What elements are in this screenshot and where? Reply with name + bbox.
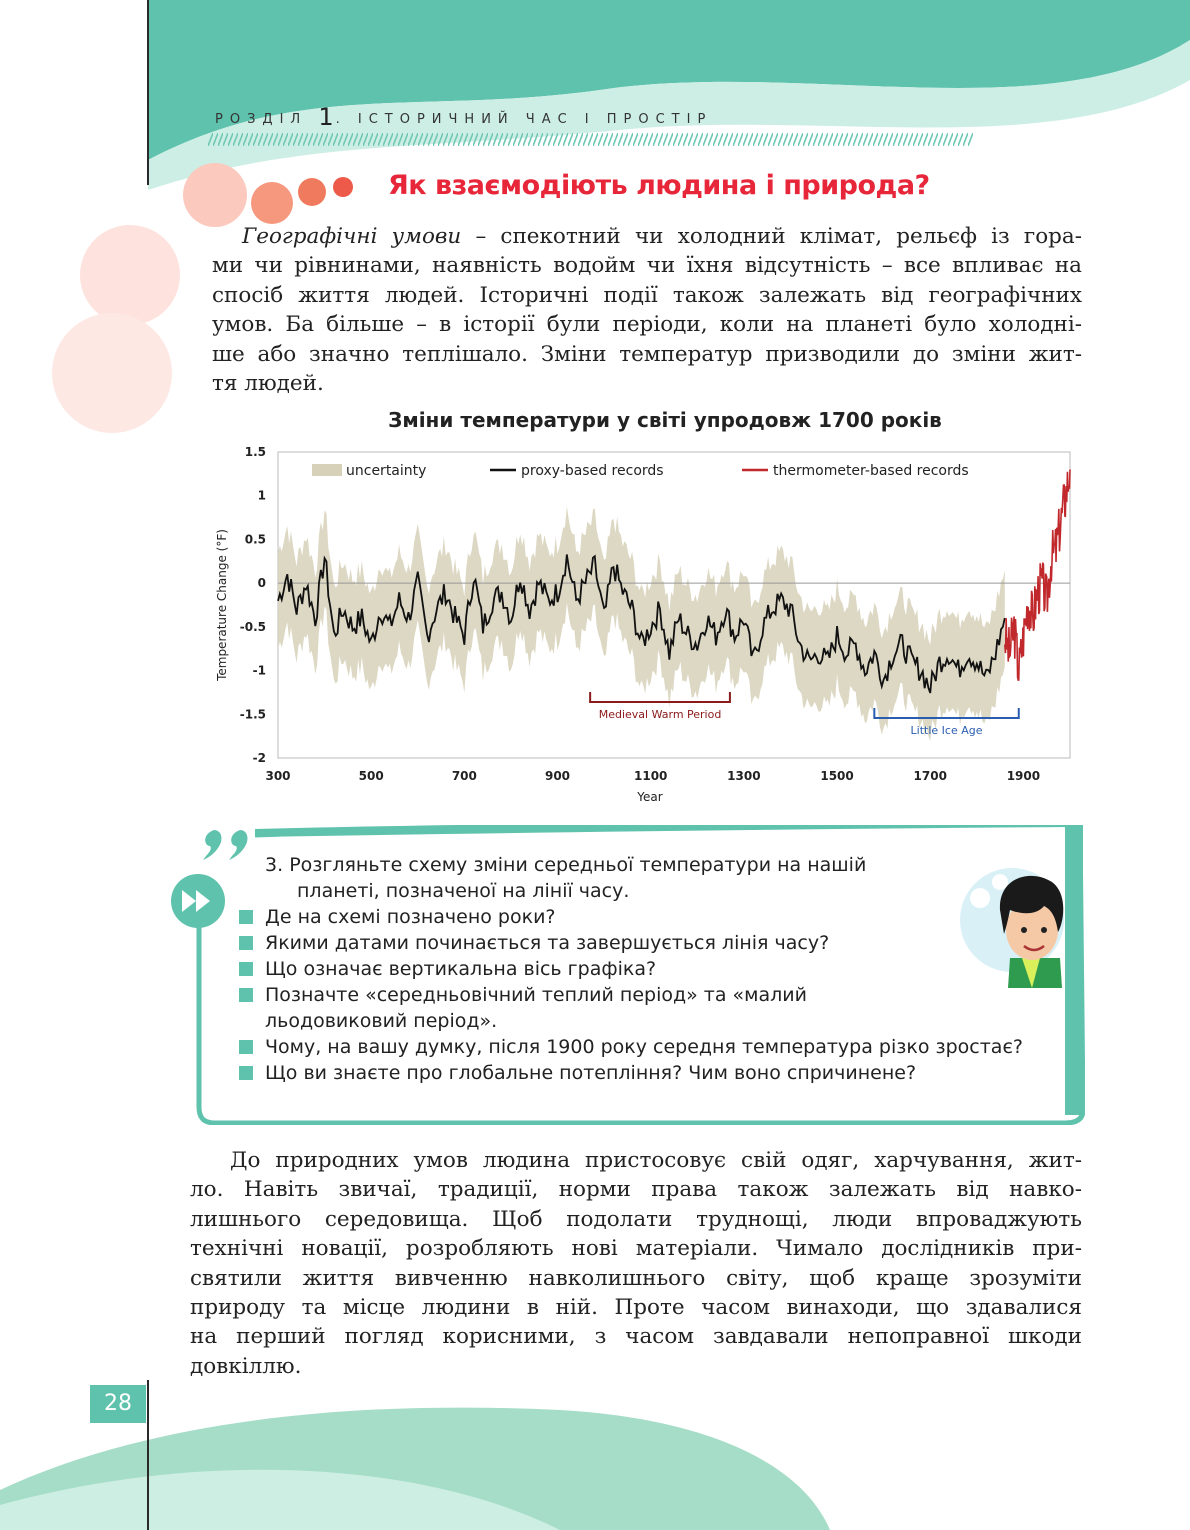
x-tick-label: 900 — [544, 769, 571, 783]
paragraph-adaptation — [190, 1146, 1082, 1381]
header-hatch-line — [208, 133, 973, 146]
top-margin-line — [147, 0, 149, 185]
section-heading: Як взаємодіють людина і природа? — [388, 170, 930, 201]
x-tick-label: 1100 — [634, 769, 668, 783]
y-axis-label: Temperature Change (°F) — [215, 529, 229, 681]
chapter-word: РОЗДІЛ — [215, 112, 308, 127]
para1-line: ми чи рівнинами, наявність водойм чи їхня відсутність – все впливає на — [212, 253, 1082, 279]
y-tick-label: -0.5 — [239, 619, 266, 634]
x-tick-label: 1300 — [727, 769, 761, 783]
task-question-line1: Розгляньте схему зміни середньої температури на нашій — [289, 854, 867, 876]
task-number: 3. — [265, 854, 284, 876]
page-number: 28 — [90, 1385, 146, 1423]
period-label: Medieval Warm Period — [598, 708, 722, 721]
para2-line: на перший погляд корисними, з часом завдавали непоправної шкоди — [190, 1324, 1082, 1350]
para1-line: тя людей. — [212, 371, 324, 397]
y-tick-label: -1.5 — [239, 707, 266, 722]
chart-title: Зміни температури у світі упродовж 1700 років — [388, 408, 942, 432]
forward-arrows-icon — [170, 873, 226, 929]
legend-thermometer: thermometer-based records — [773, 463, 969, 479]
para1-line: ше або значно теплішало. Зміни температур призводили до зміни жит- — [212, 341, 1082, 367]
para1-line: Географічні умови – спекотний чи холодний клімат, рельєф із гора- — [242, 224, 1082, 249]
x-tick-label: 1700 — [913, 769, 947, 783]
task-bullet: Позначте «середньовічний теплий період» та «малий льодовиковий період». — [237, 982, 865, 1034]
para2-line: технічні новації, розробляють нові матеріали. Чимало дослідників при- — [190, 1236, 1082, 1262]
para2-line: довкіллю. — [190, 1353, 302, 1379]
x-tick-label: 1500 — [820, 769, 854, 783]
legend-swatch-uncertainty — [312, 464, 342, 476]
task-bullet: Що ви знаєте про глобальне потепління? Чим воно спричинене? — [237, 1060, 1037, 1086]
task-question-line2: планеті, позначеної на лінії часу. — [297, 880, 630, 902]
para1-line: спосіб життя людей. Історичні події також залежать від географічних — [212, 282, 1082, 308]
paragraph-geography — [212, 222, 1082, 398]
para2-line: ло. Навіть звичаї, традиції, норми права також залежать від навко- — [190, 1177, 1082, 1203]
bottom-wave-decoration — [0, 1380, 1190, 1530]
y-tick-label: -2 — [252, 751, 266, 765]
y-tick-label: 0.5 — [244, 532, 266, 547]
para2-line: святили життя вивченню навколишнього світу, щоб краще зрозуміти — [190, 1265, 1082, 1291]
term-geographic-conditions: Географічні умови — [242, 224, 462, 249]
para2-line: До природних умов людина пристосовує свій одяг, харчування, жит- — [230, 1148, 1082, 1173]
x-tick-label: 700 — [451, 769, 477, 783]
x-tick-label: 1900 — [1006, 769, 1041, 783]
bottom-margin-line — [147, 1380, 149, 1530]
para1-line: умов. Ба більше – в історії були періоди, коли на планеті було холодні- — [212, 312, 1082, 338]
chapter-title: . ІСТОРИЧНИЙ ЧАС І ПРОСТІР — [335, 112, 713, 127]
legend-uncertainty: uncertainty — [346, 463, 427, 479]
para2-line: природу та місце людини в ній. Проте часом винаходи, що здавалися — [190, 1295, 1082, 1321]
task-bullet: Чому, на вашу думку, після 1900 року середня температура різко зростає? — [237, 1034, 1035, 1060]
period-label: Little Ice Age — [910, 724, 983, 737]
chapter-header — [215, 101, 712, 129]
task-bullet-list — [237, 904, 1037, 1086]
task-bullet: Що означає вертикальна вісь графіка? — [237, 956, 1037, 982]
y-tick-label: 0 — [257, 576, 266, 591]
y-tick-label: 1.5 — [244, 445, 266, 459]
y-tick-label: 1 — [257, 488, 266, 503]
x-tick-label: 300 — [265, 769, 291, 783]
task-bullet: Де на схемі позначено роки? — [237, 904, 1037, 930]
y-tick-label: -1 — [252, 663, 266, 678]
temperature-chart — [200, 440, 1080, 810]
para2-line: лишнього середовища. Щоб подолати труднощі, люди впроваджують — [190, 1206, 1082, 1232]
chapter-number: 1 — [318, 103, 336, 131]
x-axis-label: Year — [637, 790, 663, 804]
legend-proxy: proxy-based records — [521, 463, 664, 479]
task-content — [237, 852, 1037, 1086]
x-tick-label: 500 — [358, 769, 384, 783]
task-bullet: Якими датами починається та завершується лінія часу? — [237, 930, 1037, 956]
task-question — [237, 852, 1037, 904]
